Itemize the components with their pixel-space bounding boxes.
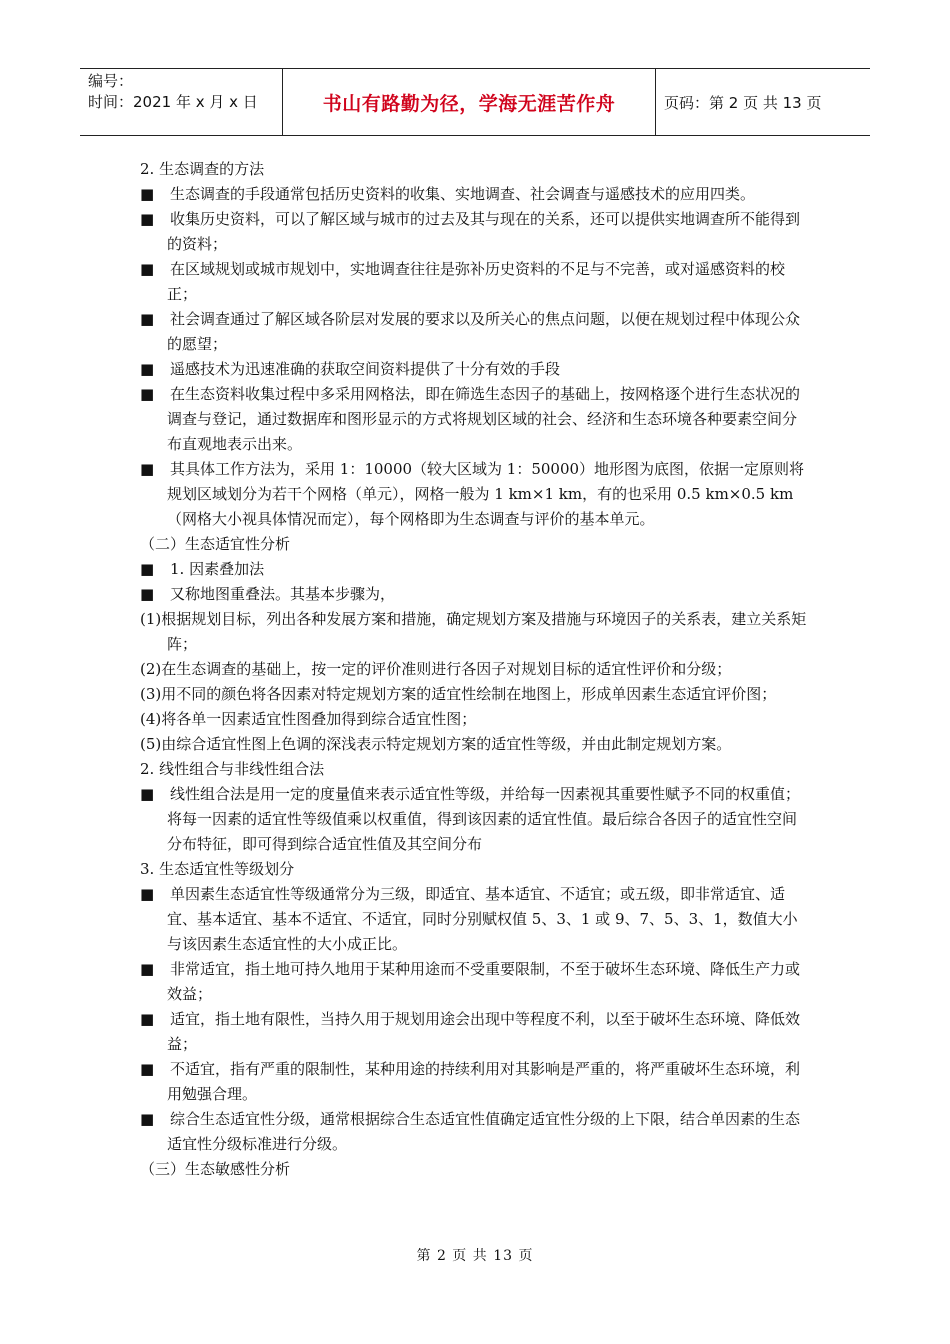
bullet-paragraph xyxy=(140,382,808,457)
bullet-paragraph xyxy=(140,957,808,1007)
numbered-step: (5)由综合适宜性图上色调的深浅表示特定规划方案的适宜性等级，并由此制定规划方案。 xyxy=(140,735,732,753)
bullet-paragraph xyxy=(140,207,808,257)
numbered-step: (1)根据规划目标，列出各种发展方案和措施，确定规划方案及措施与环境因子的关系表，建立关系矩阵； xyxy=(140,610,807,653)
paragraph-text: 在生态资料收集过程中多采用网格法，即在筛选生态因子的基础上，按网格逐个进行生态状况的调查与登记，通过数据库和图形显示的方式将规划区域的社会、经济和生态环境各种要素空间分布直观地表示出来。 xyxy=(167,385,801,453)
bullet-paragraph xyxy=(140,557,808,582)
paragraph-text: 遥感技术为迅速准确的获取空间资料提供了十分有效的手段 xyxy=(170,360,561,378)
section-heading: 2. 生态调查的方法 xyxy=(140,160,265,178)
bullet-paragraph xyxy=(140,1057,808,1107)
bullet-square-icon: ■ xyxy=(140,360,155,378)
paragraph-text: 1. 因素叠加法 xyxy=(170,560,265,578)
bullet-square-icon: ■ xyxy=(140,210,155,228)
bullet-paragraph xyxy=(140,182,808,207)
paragraph-text: 生态调查的手段通常包括历史资料的收集、实地调查、社会调查与遥感技术的应用四类。 xyxy=(170,185,756,203)
bullet-paragraph xyxy=(140,457,808,532)
paragraph-text: 单因素生态适宜性等级通常分为三级，即适宜、基本适宜、不适宜；或五级，即非常适宜、适宜、基本适宜、基本不适宜、不适宜，同时分别赋权值 5、3、1 或 9、7、5、3、1，数值大小与该因素生态适宜性的大小成正比。 xyxy=(167,885,798,953)
bullet-paragraph xyxy=(140,257,808,307)
numbered-step: (4)将各单一因素适宜性图叠加得到综合适宜性图； xyxy=(140,710,477,728)
bullet-paragraph xyxy=(140,1007,808,1057)
header-motto: 书山有路勤为径，学海无涯苦作舟 xyxy=(283,69,656,135)
bullet-paragraph xyxy=(140,582,808,607)
paragraph-text: 适宜，指土地有限性，当持久用于规划用途会出现中等程度不利，以至于破坏生态环境、降低效益； xyxy=(167,1010,801,1053)
document-number-label: 编号： xyxy=(88,72,134,90)
bullet-square-icon: ■ xyxy=(140,185,155,203)
paragraph-text: 又称地图重叠法。其基本步骤为， xyxy=(170,585,396,603)
bullet-paragraph xyxy=(140,357,808,382)
bullet-square-icon: ■ xyxy=(140,385,155,403)
paragraph-text: 在区域规划或城市规划中，实地调查往往是弥补历史资料的不足与不完善，或对遥感资料的校正； xyxy=(167,260,786,303)
header-page-number: 页码：第 2 页 共 13 页 xyxy=(664,93,822,112)
document-time-label: 时间：2021 年 x 月 x 日 xyxy=(88,93,258,111)
bullet-paragraph xyxy=(140,882,808,957)
page-footer: 第 2 页 共 13 页 xyxy=(416,1248,534,1264)
section-heading: （二）生态适宜性分析 xyxy=(140,535,291,553)
bullet-square-icon: ■ xyxy=(140,785,155,803)
bullet-square-icon: ■ xyxy=(140,585,155,603)
bullet-square-icon: ■ xyxy=(140,260,155,278)
bullet-square-icon: ■ xyxy=(140,1010,155,1028)
bullet-paragraph xyxy=(140,307,808,357)
bullet-paragraph xyxy=(140,782,808,857)
paragraph-text: 不适宜，指有严重的限制性，某种用途的持续利用对其影响是严重的，将严重破坏生态环境，利用勉强合理。 xyxy=(167,1060,801,1103)
bullet-square-icon: ■ xyxy=(140,1060,155,1078)
document-body xyxy=(140,157,808,1182)
bullet-square-icon: ■ xyxy=(140,460,155,478)
numbered-step: (2)在生态调查的基础上，按一定的评价准则进行各因子对规划目标的适宜性评价和分级； xyxy=(140,660,732,678)
bullet-square-icon: ■ xyxy=(140,960,155,978)
page-header xyxy=(80,68,870,136)
paragraph-text: 收集历史资料，可以了解区域与城市的过去及其与现在的关系，还可以提供实地调查所不能得到的资料； xyxy=(167,210,801,253)
paragraph-text: 综合生态适宜性分级，通常根据综合生态适宜性值确定适宜性分级的上下限，结合单因素的生态适宜性分级标准进行分级。 xyxy=(167,1110,801,1153)
paragraph-text: 其具体工作方法为，采用 1：10000（较大区域为 1：50000）地形图为底图，依据一定原则将规划区域划分为若干个网格（单元），网格一般为 1 km×1 km，有的也采用 0.5 km×0.5 km（网格大小视具体情况而定），每个网格即为生态调查与评价的基本单元。 xyxy=(167,460,805,528)
bullet-square-icon: ■ xyxy=(140,560,155,578)
numbered-step: (3)用不同的颜色将各因素对特定规划方案的适宜性绘制在地图上，形成单因素生态适宜评价图； xyxy=(140,685,777,703)
paragraph-text: 社会调查通过了解区域各阶层对发展的要求以及所关心的焦点问题，以便在规划过程中体现公众的愿望； xyxy=(167,310,801,353)
bullet-square-icon: ■ xyxy=(140,885,155,903)
paragraph-text: 非常适宜，指土地可持久地用于某种用途而不受重要限制，不至于破坏生态环境、降低生产力或效益； xyxy=(167,960,801,1003)
header-meta xyxy=(80,69,283,135)
bullet-square-icon: ■ xyxy=(140,1110,155,1128)
bullet-paragraph xyxy=(140,1107,808,1157)
section-heading: 3. 生态适宜性等级划分 xyxy=(140,860,295,878)
section-heading: （三）生态敏感性分析 xyxy=(140,1160,291,1178)
paragraph-text: 线性组合法是用一定的度量值来表示适宜性等级，并给每一因素视其重要性赋予不同的权重值；将每一因素的适宜性等级值乘以权重值，得到该因素的适宜性值。最后综合各因子的适宜性空间分布特征，即可得到综合适宜性值及其空间分布 xyxy=(167,785,801,853)
bullet-square-icon: ■ xyxy=(140,310,155,328)
section-heading: 2. 线性组合与非线性组合法 xyxy=(140,760,325,778)
